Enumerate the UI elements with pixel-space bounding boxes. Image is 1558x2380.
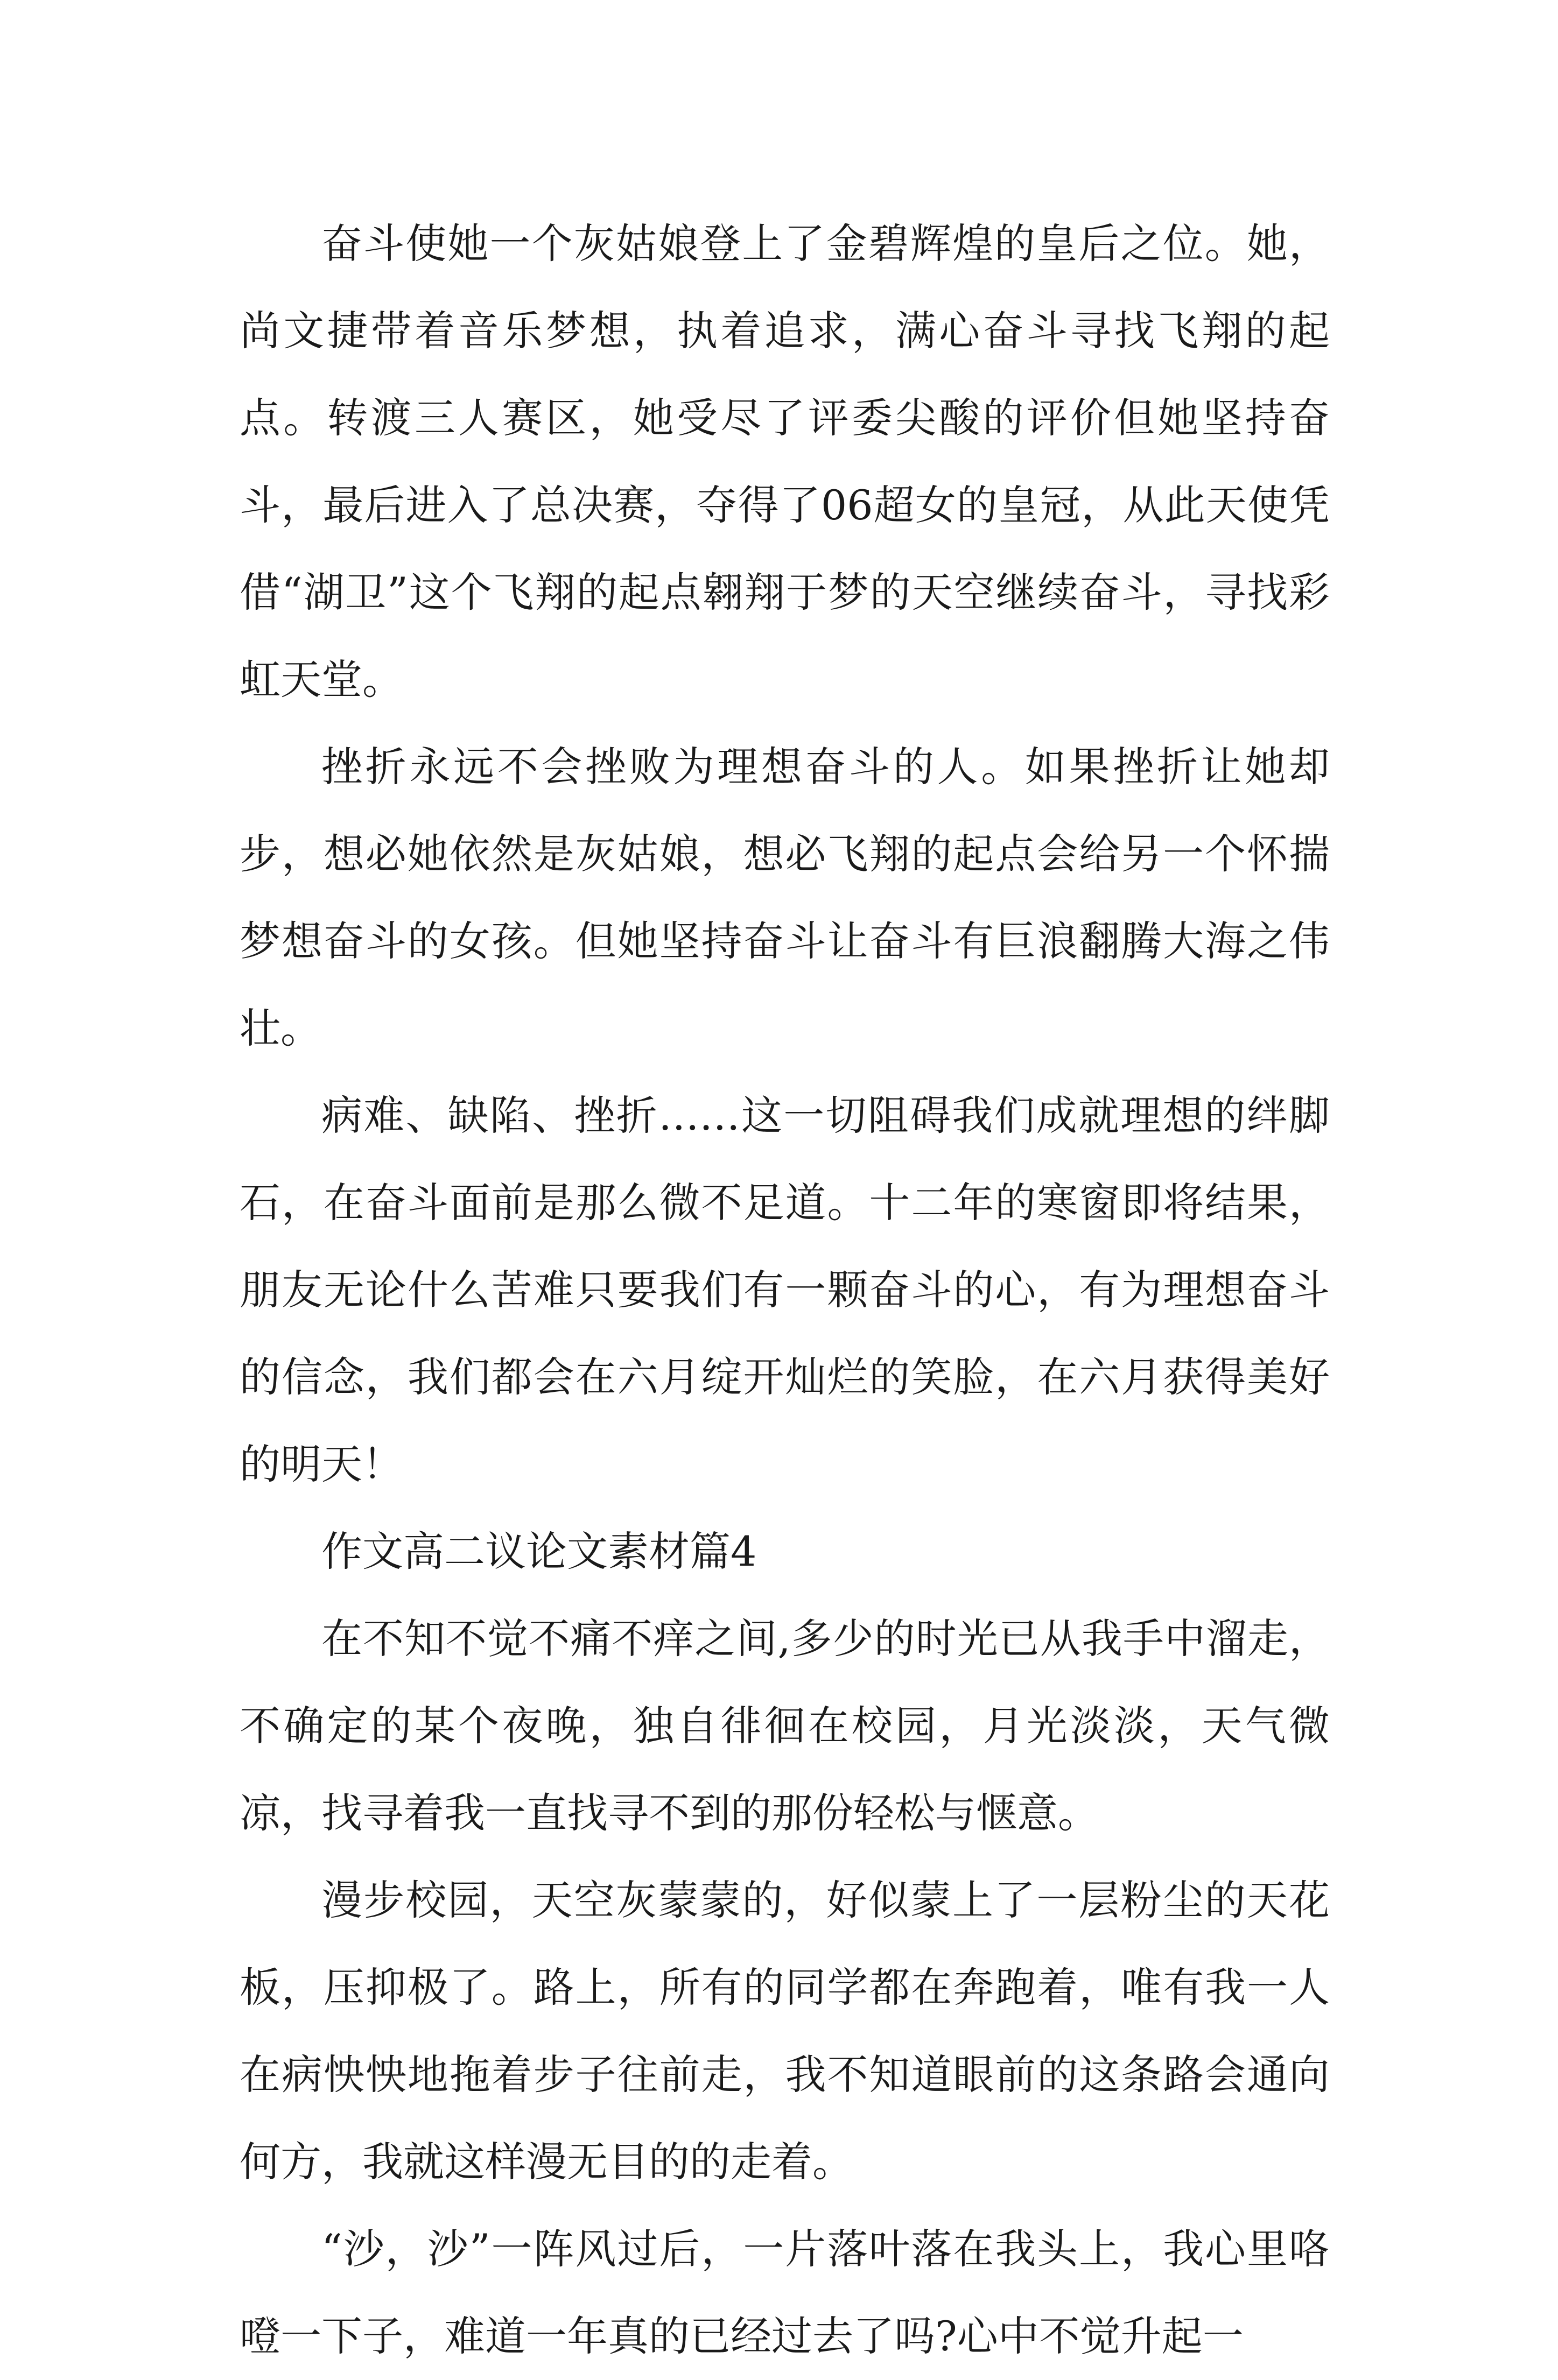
body-text — [240, 200, 1330, 2380]
paragraph: 奋斗使她一个灰姑娘登上了金碧辉煌的皇后之位。她，尚文捷带着音乐梦想，执着追求，满心奋斗寻找飞翔的起点。转渡三人赛区，她受尽了评委尖酸的评价但她坚持奋斗，最后进入了总决赛，夺得了06超女的皇冠，从此天使凭借“湖卫”这个飞翔的起点翱翔于梦的天空继续奋斗，寻找彩虹天堂。 — [240, 220, 1330, 703]
section-heading: 作文高二议论文素材篇4 — [321, 1527, 757, 1575]
paragraph: 病难、缺陷、挫折……这一切阻碍我们成就理想的绊脚石，在奋斗面前是那么微不足道。十二年的寒窗即将结果，朋友无论什么苦难只要我们有一颗奋斗的心，有为理想奋斗的信念，我们都会在六月绽开灿烂的笑脸，在六月获得美好的明天！ — [240, 1092, 1330, 1488]
paragraph: 漫步校园，天空灰蒙蒙的，好似蒙上了一层粉尘的天花板，压抑极了。路上，所有的同学都在奔跑着，唯有我一人在病怏怏地拖着步子往前走，我不知道眼前的这条路会通向何方，我就这样漫无目的的走着。 — [240, 1876, 1330, 2186]
paragraph: 挫折永远不会挫败为理想奋斗的人。如果挫折让她却步，想必她依然是灰姑娘，想必飞翔的起点会给另一个怀揣梦想奋斗的女孩。但她坚持奋斗让奋斗有巨浪翻腾大海之伟壮。 — [240, 743, 1330, 1052]
paragraph: “沙，沙”一阵风过后，一片落叶落在我头上，我心里咯噔一下子，难道一年真的已经过去了吗?心中不觉升起一 — [240, 2225, 1330, 2360]
paragraph: 在不知不觉不痛不痒之间,多少的时光已从我手中溜走，不确定的某个夜晚，独自徘徊在校园，月光淡淡，天气微凉，找寻着我一直找寻不到的那份轻松与惬意。 — [240, 1615, 1330, 1837]
